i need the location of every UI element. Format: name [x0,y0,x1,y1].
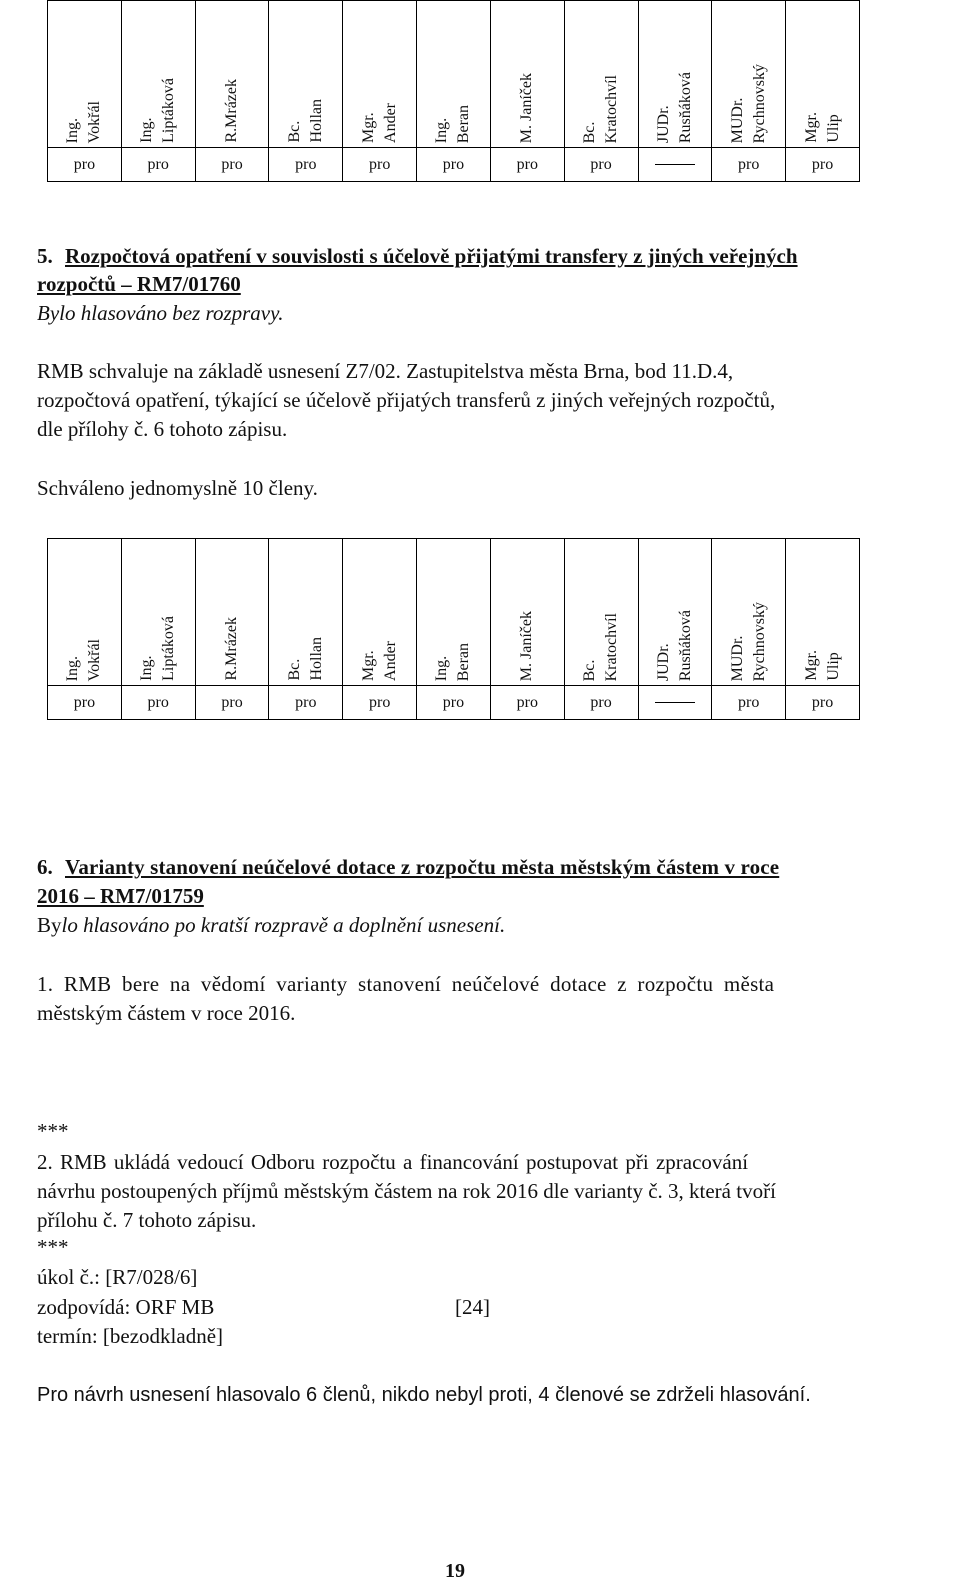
vote-table-1 [47,0,860,182]
vote-cell: pro [786,686,860,720]
member-header-cell: Ing. Liptáková [121,539,195,686]
vote-cell: pro [48,686,122,720]
vote-cell-absent [638,686,712,720]
item5-title-line1: Rozpočtová opatření v souvislosti s účelově přijatými transfery z jiných veřejných [65,244,798,268]
item6-p1-line2: městským částem v roce 2016. [37,1001,296,1025]
vote-cell: pro [343,686,417,720]
item5-body-line1: RMB schvaluje na základě usnesení Z7/02. Zastupitelstva města Brna, bod 11.D.4, [37,359,734,383]
vote-table-2 [47,538,860,720]
member-header-cell: MUDr. Rychnovský [712,539,786,686]
item6-note [37,911,505,939]
item6-task: úkol č.: [R7/028/6] [37,1265,198,1289]
item6-deadline: termín: [bezodkladně] [37,1324,224,1348]
vote-cell: pro [269,686,343,720]
vote-cell: pro [417,686,491,720]
item6-vote-result: Pro návrh usnesení hlasovalo 6 členů, nikdo nebyl proti, 4 členové se zdrželi hlasování. [37,1384,811,1406]
vote-cell: pro [121,686,195,720]
item5-body-line2: rozpočtová opatření, týkající se účelově přijatých transferů z jiných veřejných rozpočtů, [37,388,776,412]
item6-responsible: zodpovídá: ORF MB [37,1295,215,1319]
vote-table-votes-row [48,148,860,182]
vote-cell: pro [417,148,491,182]
member-header-cell: M. Janíček [490,1,564,148]
vote-cell-absent [638,148,712,182]
dash-mark [655,702,695,703]
item6-responsible-code: [24] [455,1295,490,1319]
vote-cell: pro [121,148,195,182]
vote-cell: pro [786,148,860,182]
member-header-cell: Ing. Beran [417,1,491,148]
member-header-cell: R.Mrázek [195,539,269,686]
item6-number: 6. [37,855,53,879]
member-header-cell: Bc. Kratochvíl [564,1,638,148]
vote-cell: pro [564,148,638,182]
member-header-cell: Bc. Hollan [269,539,343,686]
member-header-cell: Mgr. Ulip [786,539,860,686]
vote-cell: pro [343,148,417,182]
item6-title-line1: Varianty stanovení neúčelové dotace z rozpočtu města městským částem v roce [65,855,780,879]
vote-cell: pro [48,148,122,182]
dash-mark [655,164,695,165]
vote-cell: pro [269,148,343,182]
member-header-cell: Bc. Hollan [269,1,343,148]
member-header-cell: Ing. Vokřál [48,539,122,686]
item6-note-rest: lo hlasováno po kratší rozpravě a doplnění usnesení. [61,913,506,937]
vote-cell: pro [490,148,564,182]
member-header-cell: Ing. Liptáková [121,1,195,148]
item5-body-line3: dle přílohy č. 6 tohoto zápisu. [37,417,288,441]
item5-number: 5. [37,244,53,268]
member-header-cell: Mgr. Ander [343,539,417,686]
item6-p1-line1: 1. RMB bere na vědomí varianty stanovení neúčelové dotace z rozpočtu města [37,972,775,996]
member-header-cell: R.Mrázek [195,1,269,148]
vote-cell: pro [712,686,786,720]
member-header-cell: Mgr. Ander [343,1,417,148]
item6-p2-line2: návrhu postoupených příjmů městským částem na rok 2016 dle varianty č. 3, která tvoří [37,1179,776,1203]
page-number: 19 [445,1560,465,1582]
vote-cell: pro [712,148,786,182]
member-header-cell: JUDr. Rusňáková [638,539,712,686]
vote-table-votes-row [48,686,860,720]
vote-table-header-row [48,1,860,148]
vote-cell: pro [195,148,269,182]
member-header-cell: MUDr. Rychnovský [712,1,786,148]
member-header-cell: M. Janíček [490,539,564,686]
item6-p2-line1: 2. RMB ukládá vedoucí Odboru rozpočtu a financování postupovat při zpracování [37,1150,749,1174]
member-header-cell: Mgr. Ulip [786,1,860,148]
item6-title-line2: 2016 – RM7/01759 [37,884,204,908]
item6-p2-line3: přílohu č. 7 tohoto zápisu. [37,1208,257,1232]
vote-cell: pro [490,686,564,720]
member-header-cell: JUDr. Rusňáková [638,1,712,148]
member-header-cell: Bc. Kratochvíl [564,539,638,686]
item6-stars1: *** [37,1119,69,1143]
item6-stars2: *** [37,1235,69,1259]
vote-table-header-row [48,539,860,686]
member-header-cell: Ing. Vokřál [48,1,122,148]
item5-result: Schváleno jednomyslně 10 členy. [37,476,318,500]
member-header-cell: Ing. Beran [417,539,491,686]
item5-title-line2: rozpočtů – RM7/01760 [37,272,241,296]
item6-note-prefix: By [37,913,62,937]
vote-cell: pro [564,686,638,720]
item5-note: Bylo hlasováno bez rozpravy. [37,301,284,325]
vote-cell: pro [195,686,269,720]
